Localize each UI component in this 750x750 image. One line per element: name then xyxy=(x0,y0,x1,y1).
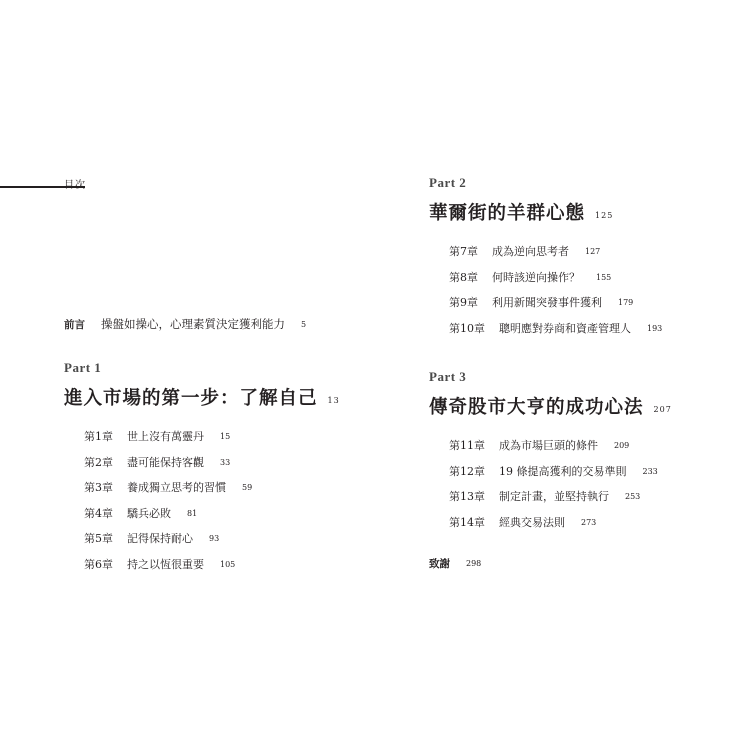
chapter-title: 世上沒有萬靈丹 xyxy=(127,430,204,443)
chapter-number: 第3章 xyxy=(84,481,113,495)
chapter-page: 59 xyxy=(242,483,253,493)
part-title-text: 進入市場的第一步：了解自己 xyxy=(64,388,318,409)
chapter-title: 經典交易法則 xyxy=(499,515,565,529)
chapter-entry[interactable] xyxy=(449,243,662,269)
part-page: 13 xyxy=(327,396,340,405)
chapter-entry[interactable] xyxy=(84,428,340,454)
chapter-title: 成為逆向思考者 xyxy=(492,245,569,258)
chapter-page: 33 xyxy=(220,457,231,467)
chapter-entry[interactable] xyxy=(449,463,672,489)
chapter-title: 記得保持耐心 xyxy=(127,532,193,546)
preface-label: 前言 xyxy=(64,319,85,331)
chapter-page: 105 xyxy=(220,559,236,569)
chapter-title: 利用新聞突發事件獲利 xyxy=(492,296,602,310)
chapter-entry[interactable] xyxy=(84,505,340,531)
toc-title: 目次 xyxy=(64,180,86,191)
chapter-list xyxy=(429,243,662,345)
part-label: Part 1 xyxy=(64,360,102,375)
chapter-title: 19 條提高獲利的交易準則 xyxy=(499,464,627,478)
chapter-number: 第10章 xyxy=(449,321,485,335)
part-title[interactable] xyxy=(429,199,662,225)
chapter-entry[interactable] xyxy=(84,479,340,505)
chapter-entry[interactable] xyxy=(84,556,340,582)
chapter-page: 253 xyxy=(625,492,641,502)
chapter-number: 第9章 xyxy=(449,296,478,310)
chapter-page: 193 xyxy=(647,323,663,333)
part-label: Part 2 xyxy=(429,175,467,190)
chapter-title: 制定計畫，並堅持執行 xyxy=(499,490,609,504)
part-title[interactable] xyxy=(429,393,672,419)
chapter-number: 第12章 xyxy=(449,464,485,478)
chapter-number: 第6章 xyxy=(84,557,113,571)
chapter-entry[interactable] xyxy=(449,269,662,295)
part-2 xyxy=(429,175,662,345)
chapter-number: 第11章 xyxy=(449,439,485,452)
chapter-list xyxy=(429,437,672,539)
acknowledgments-entry[interactable] xyxy=(429,556,481,571)
chapter-number: 第5章 xyxy=(84,532,113,546)
part-page: 125 xyxy=(595,211,614,220)
chapter-number: 第8章 xyxy=(449,270,478,284)
chapter-title: 持之以恆很重要 xyxy=(127,557,204,571)
chapter-number: 第14章 xyxy=(449,515,485,529)
chapter-page: 209 xyxy=(614,441,630,450)
chapter-entry[interactable] xyxy=(84,454,340,480)
preface-title: 操盤如操心，心理素質決定獲利能力 xyxy=(101,317,285,331)
chapter-number: 第2章 xyxy=(84,455,113,469)
chapter-page: 233 xyxy=(642,466,658,476)
chapter-entry[interactable] xyxy=(84,530,340,556)
acknowledgments-page: 298 xyxy=(466,559,482,568)
chapter-entry[interactable] xyxy=(449,320,662,346)
part-title-text: 傳奇股市大亨的成功心法 xyxy=(429,397,644,418)
chapter-title: 盡可能保持客觀 xyxy=(127,455,204,469)
chapter-list xyxy=(64,428,340,582)
part-1 xyxy=(64,360,340,582)
chapter-entry[interactable] xyxy=(449,488,672,514)
chapter-page: 155 xyxy=(596,272,612,282)
preface-entry[interactable] xyxy=(64,316,306,332)
part-page: 207 xyxy=(653,405,672,414)
chapter-entry[interactable] xyxy=(449,514,672,540)
chapter-title: 何時該逆向操作？ xyxy=(492,270,580,284)
chapter-number: 第1章 xyxy=(84,430,113,443)
part-3 xyxy=(429,369,672,539)
chapter-entry[interactable] xyxy=(449,294,662,320)
preface-page: 5 xyxy=(301,320,307,329)
acknowledgments-label: 致謝 xyxy=(429,558,450,570)
chapter-page: 179 xyxy=(618,298,634,308)
part-title-text: 華爾街的羊群心態 xyxy=(429,203,586,224)
chapter-page: 127 xyxy=(585,247,601,256)
chapter-entry[interactable] xyxy=(449,437,672,463)
chapter-page: 93 xyxy=(209,534,220,544)
chapter-page: 81 xyxy=(187,508,198,518)
chapter-page: 15 xyxy=(220,432,231,441)
part-label: Part 3 xyxy=(429,369,467,384)
chapter-title: 驕兵必敗 xyxy=(127,506,171,520)
chapter-number: 第4章 xyxy=(84,506,113,520)
chapter-number: 第7章 xyxy=(449,245,478,258)
part-title[interactable] xyxy=(64,384,340,410)
chapter-title: 聰明應對券商和資產管理人 xyxy=(499,321,631,335)
chapter-number: 第13章 xyxy=(449,490,485,504)
chapter-title: 成為市場巨頭的條件 xyxy=(499,439,598,452)
chapter-title: 養成獨立思考的習慣 xyxy=(127,481,226,495)
chapter-page: 273 xyxy=(581,517,597,527)
